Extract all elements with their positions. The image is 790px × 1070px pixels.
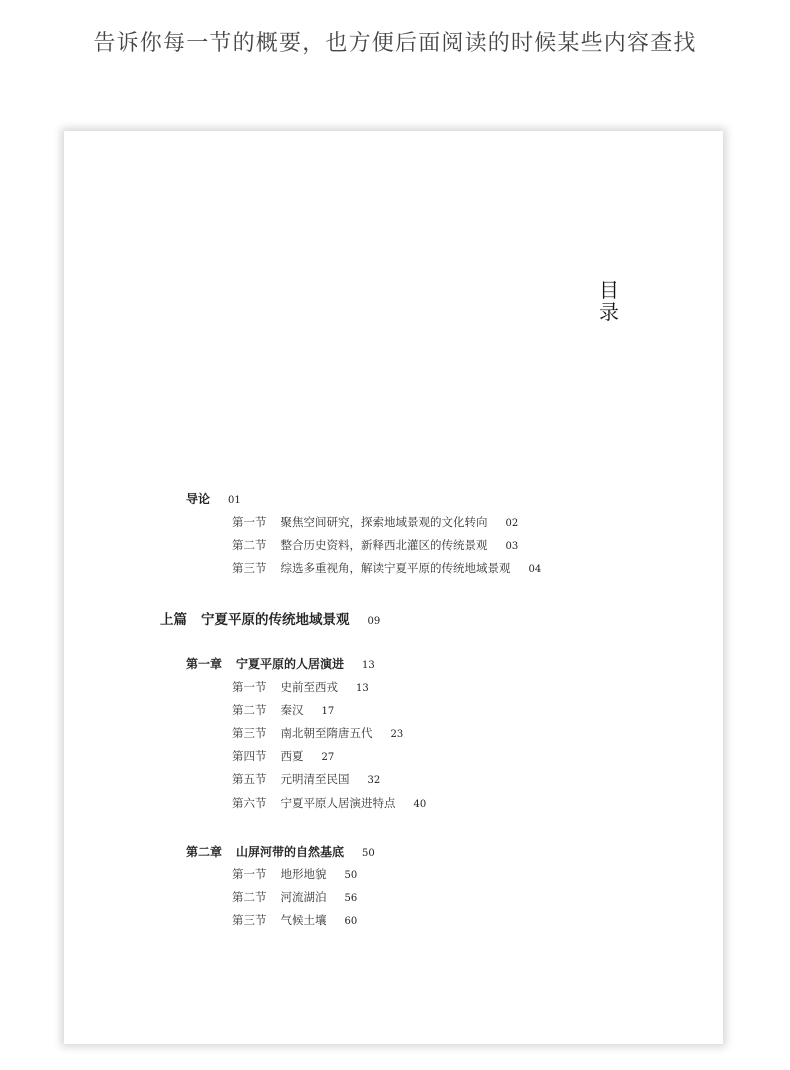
section-label: 第三节 <box>232 726 267 740</box>
page-number: 13 <box>362 660 375 671</box>
toc-section <box>232 771 380 787</box>
chapter-title: 宁夏平原的人居演进 <box>236 657 345 671</box>
section-title: 聚焦空间研究，探索地域景观的文化转向 <box>280 515 488 529</box>
section-title: 元明清至民国 <box>280 772 350 786</box>
chapter-label: 第一章 <box>186 657 223 671</box>
page-number: 40 <box>413 799 427 810</box>
page-number: 04 <box>528 564 542 575</box>
toc-section <box>232 514 518 530</box>
section-label: 第一节 <box>232 515 267 529</box>
section-label: 第二节 <box>232 538 267 552</box>
chapter-label: 第二章 <box>186 845 223 859</box>
section-title: 河流湖泊 <box>280 890 327 904</box>
page-number: 09 <box>367 616 381 627</box>
toc-section <box>232 537 518 553</box>
section-title: 史前至西戎 <box>280 680 338 694</box>
chapter-title: 山屏河带的自然基底 <box>236 845 345 859</box>
section-label: 第二节 <box>232 703 267 717</box>
section-title: 综选多重视角，解读宁夏平原的传统地域景观 <box>280 561 511 575</box>
toc-chapter <box>186 655 375 672</box>
toc-section <box>232 912 357 928</box>
section-title: 整合历史资料，新释西北灌区的传统景观 <box>280 538 488 552</box>
entry-label: 导论 <box>186 492 211 506</box>
toc-section <box>232 748 334 764</box>
page-number: 32 <box>367 775 381 786</box>
toc-section <box>232 795 426 811</box>
caption-text: 告诉你每一节的概要，也方便后面阅读的时候某些内容查找 <box>93 31 697 56</box>
page-number: 50 <box>344 870 358 881</box>
page-number: 02 <box>505 518 519 529</box>
section-label: 第六节 <box>232 796 267 810</box>
page-number: 17 <box>321 706 335 717</box>
toc-part <box>160 608 380 628</box>
toc-title <box>596 279 622 323</box>
part-label: 上篇 <box>160 612 187 628</box>
page-number: 01 <box>228 495 241 506</box>
toc-title-char: 录 <box>599 300 619 324</box>
toc-section <box>232 866 357 882</box>
page-number: 27 <box>321 752 335 763</box>
page-number: 56 <box>344 893 358 904</box>
section-label: 第二节 <box>232 890 267 904</box>
toc-section <box>232 679 369 695</box>
toc-section <box>232 702 334 718</box>
section-title: 南北朝至隋唐五代 <box>280 726 373 740</box>
section-label: 第三节 <box>232 561 267 575</box>
toc-intro <box>186 490 241 507</box>
page-number: 23 <box>390 729 404 740</box>
toc-section <box>232 560 541 576</box>
toc-section <box>232 725 403 741</box>
section-label: 第一节 <box>232 680 267 694</box>
section-label: 第三节 <box>232 913 267 927</box>
section-title: 西夏 <box>280 749 304 763</box>
part-title: 宁夏平原的传统地域景观 <box>201 612 350 628</box>
book-page <box>64 131 723 1044</box>
page-number: 03 <box>505 541 519 552</box>
page-number: 60 <box>344 916 358 927</box>
page-number: 50 <box>362 848 375 859</box>
section-label: 第四节 <box>232 749 267 763</box>
toc-chapter <box>186 843 375 860</box>
section-title: 地形地貌 <box>280 867 327 881</box>
section-title: 宁夏平原人居演进特点 <box>280 796 396 810</box>
page-number: 13 <box>356 683 369 694</box>
toc-title-char: 目 <box>599 278 619 302</box>
section-title: 秦汉 <box>280 703 304 717</box>
section-label: 第五节 <box>232 772 267 786</box>
section-title: 气候土壤 <box>280 913 327 927</box>
section-label: 第一节 <box>232 867 267 881</box>
toc-section <box>232 889 357 905</box>
